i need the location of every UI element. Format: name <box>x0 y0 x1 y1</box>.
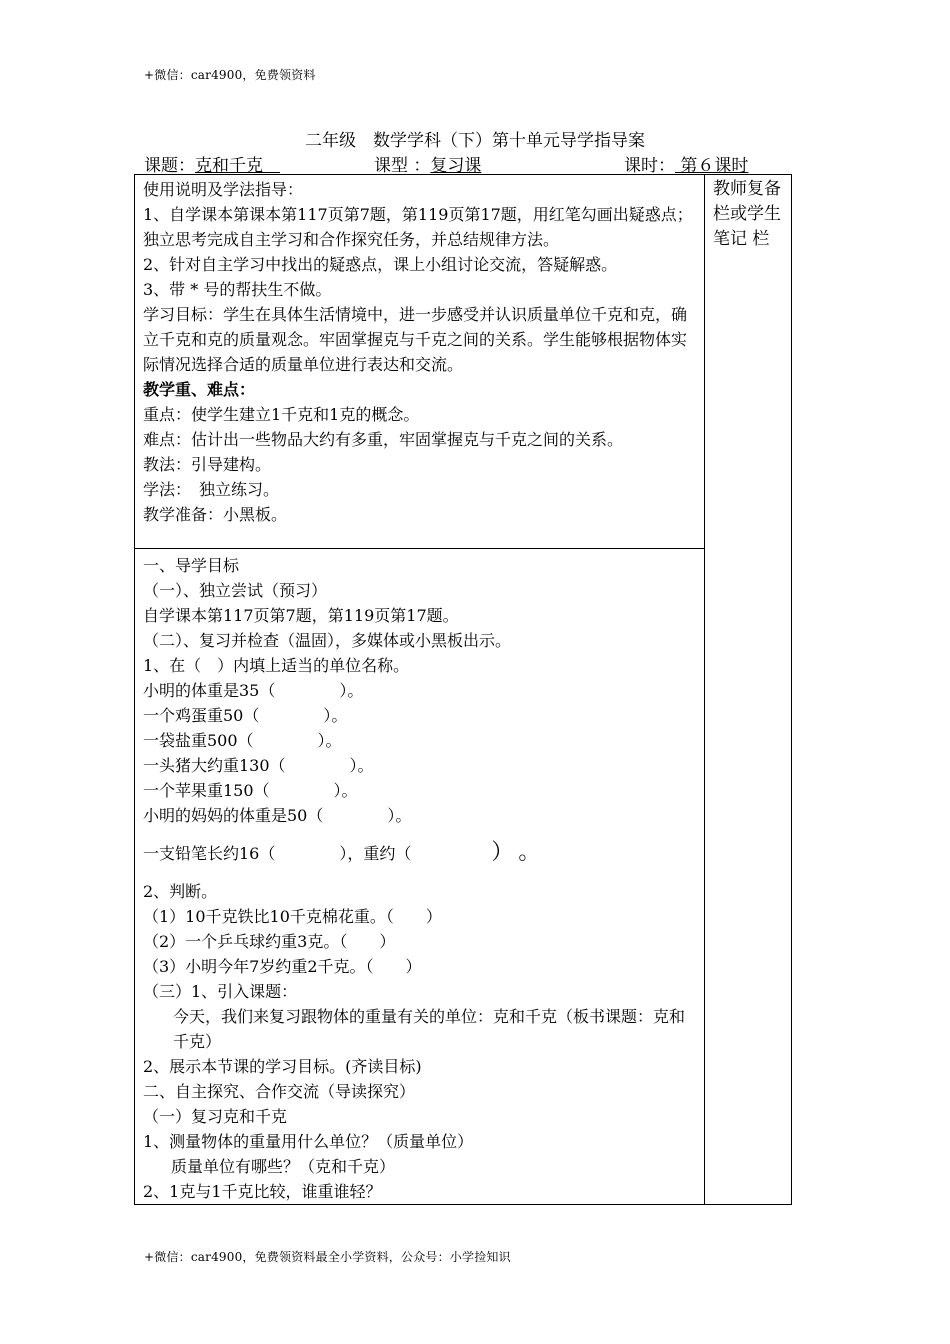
key-points-heading: 教学重、难点： <box>143 380 256 399</box>
type-meta <box>374 151 481 176</box>
key-point: 重点：使学生建立1千克和1克的概念。 <box>143 405 420 424</box>
lesson-cell <box>135 549 705 1205</box>
question: 2、1克与1千克比较，谁重谁轻？ <box>143 1182 382 1201</box>
judge-item: （2）一个乒乓球约重3克。（ ） <box>143 932 396 951</box>
preview-text: 自学课本第117页第7题，第119页第17题。 <box>143 606 459 625</box>
fill-item: 一个鸡蛋重50（ ）。 <box>143 706 348 725</box>
learning-goals: 学习目标：学生在具体生活情境中，进一步感受并认识质量单位千克和克，确立千克和克的质量观念。牢固掌握克与千克之间的关系。学生能够根据物体实际情况选择合适的质量单位进行表达和交流。 <box>143 305 688 374</box>
fill-item: 小明的体重是35（ ）。 <box>143 681 364 700</box>
subsection-title: （三）1、引入课题： <box>143 982 298 1001</box>
fill-item: 小明的妈妈的体重是50（ ）。 <box>143 806 412 825</box>
intro-heading: 使用说明及学法指导： <box>143 180 304 199</box>
notes-column <box>705 175 792 1205</box>
fill-item: 一头猪大约重130（ ）。 <box>143 756 374 775</box>
subsection-title: （二）、复习并检查（温固），多媒体或小黑板出示。 <box>143 631 512 650</box>
intro-item: 3、带 * 号的帮扶生不做。 <box>143 280 332 299</box>
subsection-title: （一）、独立尝试（预习） <box>143 581 328 600</box>
watermark-bottom: +微信：car4900，免费领资料最全小学资料，公众号：小学捡知识 <box>144 1250 511 1264</box>
intro-item: 2、针对自主学习中找出的疑惑点，课上小组讨论交流，答疑解惑。 <box>143 255 618 274</box>
question: 1、测量物体的重量用什么单位？（质量单位） <box>143 1132 474 1151</box>
topic-meta <box>144 151 280 176</box>
guide-table <box>134 174 792 1205</box>
watermark-top: +微信：car4900，免费领资料 <box>144 68 316 82</box>
judge-item: （3）小明今年7岁约重2千克。（ ） <box>143 957 422 976</box>
section-title: 二、自主探究、合作交流（导读探究） <box>143 1082 416 1101</box>
period-label: 课时： <box>624 156 675 176</box>
fill-item-pencil: 一支铅笔长约16（ ），重约（ ） 。 <box>143 840 541 865</box>
fill-item: 一个苹果重150（ ）。 <box>143 781 358 800</box>
subsection-title: （一）复习克和千克 <box>143 1107 288 1126</box>
document-title: 二年级 数学学科（下）第十单元导学指导案 <box>305 131 645 151</box>
period-meta <box>624 151 748 176</box>
type-label: 课型 ： <box>374 156 431 176</box>
judge-item: （1）10千克铁比10千克棉花重。（ ） <box>143 907 442 926</box>
intro-cell <box>135 175 705 549</box>
intro-topic: 今天，我们来复习跟物体的重量有关的单位：克和千克（板书课题：克和千克） <box>173 1007 686 1051</box>
intro-item: 1、自学课本第课本第117页第7题，第119页第17题，用红笔勾画出疑惑点；独立思考完成自主学习和合作探究任务，并总结规律方法。 <box>143 205 693 249</box>
section-title: 一、导学目标 <box>143 556 240 575</box>
topic-label: 课题： <box>144 156 195 176</box>
question-sub: 质量单位有哪些？（克和千克） <box>171 1157 396 1176</box>
fill-item: 一袋盐重500（ ）。 <box>143 731 342 750</box>
show-goals: 2、展示本节课的学习目标。(齐读目标) <box>143 1057 422 1076</box>
preparation: 教学准备：小黑板。 <box>143 505 288 524</box>
judge-prompt: 2、判断。 <box>143 882 218 901</box>
topic-value: 克和千克 <box>195 156 263 176</box>
learning-method: 学法： 独立练习。 <box>143 480 280 499</box>
fill-prompt: 1、在（ ）内填上适当的单位名称。 <box>143 656 410 675</box>
notes-column-label: 教师复备栏或学生笔记 栏 <box>713 179 781 249</box>
period-value: 第６课时 <box>680 156 749 176</box>
type-value: 复习课 <box>430 156 482 176</box>
difficulty: 难点：估计出一些物品大约有多重，牢固掌握克与千克之间的关系。 <box>143 430 624 449</box>
teaching-method: 教法：引导建构。 <box>143 455 272 474</box>
